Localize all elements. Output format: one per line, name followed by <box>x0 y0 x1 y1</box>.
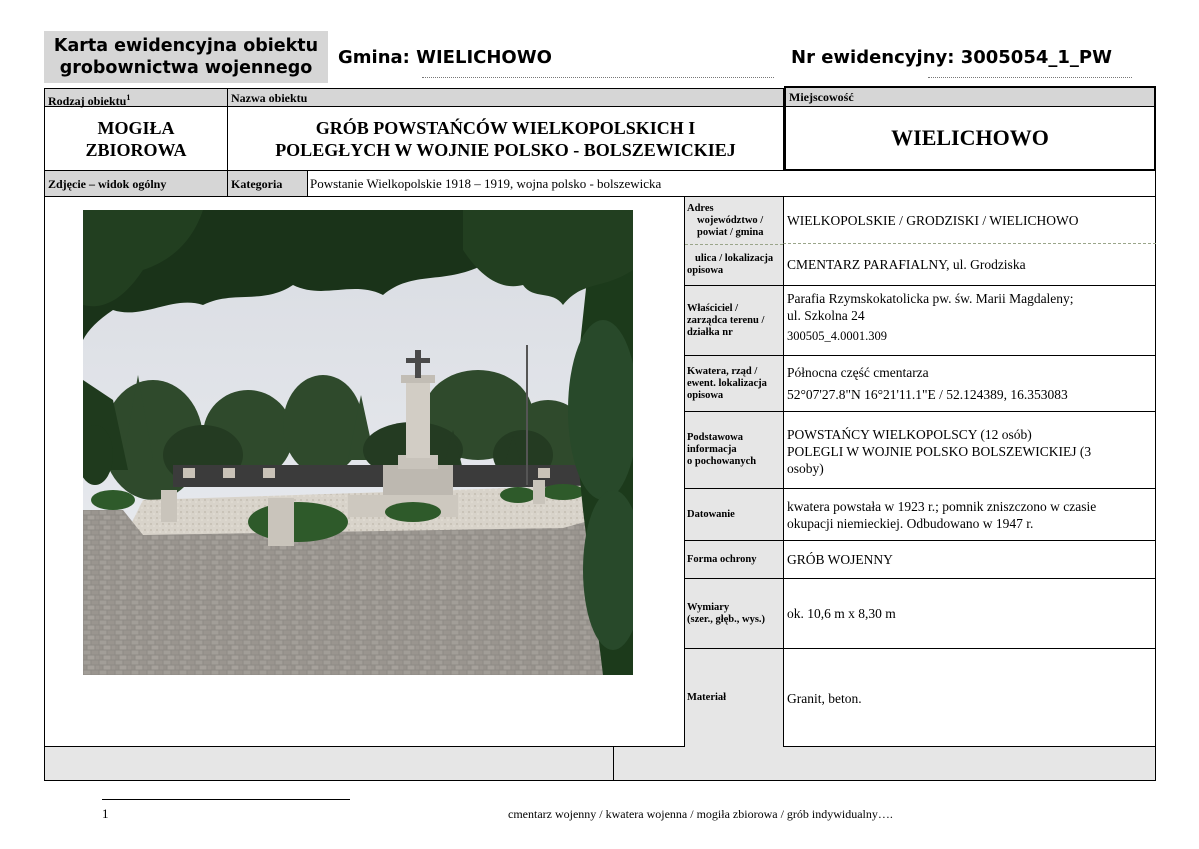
detail-value-datowanie <box>783 489 1156 541</box>
detail-value-pochowani-line1: POWSTAŃCY WIELKOPOLSCY (12 osób) <box>787 427 1032 442</box>
nr-ewidencyjny: Nr ewidencyjny: 3005054_1_PW <box>791 47 1112 68</box>
detail-value-pochowani-line2: POLEGLI W WOJNIE POLSKO BOLSZEWICKIEJ (3 <box>787 444 1092 459</box>
footnote-text: cmentarz wojenny / kwatera wojenna / mogiła zbiorowa / grób indywidualny…. <box>508 807 893 821</box>
detail-label-forma-ochrony <box>685 541 783 579</box>
card-title-line2: grobownictwa wojennego <box>59 58 313 78</box>
detail-label-material-line1: Materiał <box>687 692 727 703</box>
bottom-cell-left <box>44 747 614 781</box>
detail-value-wlasciciel-line1: Parafia Rzymskokatolicka pw. św. Marii Magdaleny; <box>787 291 1074 306</box>
cemetery-photo <box>83 210 633 675</box>
detail-label-pochowani-line3: o pochowanych <box>687 456 757 467</box>
detail-value-forma-ochrony <box>783 541 1156 579</box>
detail-value-ulica <box>783 244 1156 286</box>
detail-value-wymiary-line1: ok. 10,6 m x 8,30 m <box>787 606 896 621</box>
detail-label-material <box>685 649 783 747</box>
kategoria-value: Powstanie Wielkopolskie 1918 – 1919, wojna polsko - bolszewicka <box>310 175 662 191</box>
detail-label-kwatera <box>685 356 783 412</box>
detail-value-adres-line1: WIELKOPOLSKIE / GRODZISKI / WIELICHOWO <box>787 212 1079 228</box>
detail-label-wymiary-line2: (szer., głęb., wys.) <box>687 613 766 625</box>
nazwa-label: Nazwa obiektu <box>231 91 308 105</box>
detail-label-adres-line3: powiat / gmina <box>697 226 764 238</box>
gmina-title: Gmina: WIELICHOWO <box>338 47 552 68</box>
detail-value-wymiary <box>783 579 1156 649</box>
kategoria-label-cell <box>228 171 308 197</box>
detail-label-wlasciciel <box>685 286 783 356</box>
detail-label-kwatera-line3: opisowa <box>687 389 724 401</box>
zdjecie-label: Zdjęcie – widok ogólny <box>48 176 167 191</box>
detail-value-material <box>783 649 1156 747</box>
detail-label-kwatera-line1: Kwatera, rząd / <box>687 365 758 377</box>
detail-label-adres <box>685 197 783 244</box>
detail-value-kwatera-line1: Północna część cmentarza <box>787 365 929 380</box>
detail-label-pochowani-line1: Podstawowa <box>687 432 744 443</box>
detail-label-wymiary <box>685 579 783 649</box>
detail-value-pochowani-line3: osoby) <box>787 461 824 476</box>
detail-label-ulica-line1: ulica / lokalizacja <box>695 253 774 264</box>
detail-label-kwatera-line2: ewent. lokalizacja <box>687 377 767 389</box>
detail-label-wlasciciel-line1: Właściciel / <box>687 302 739 314</box>
detail-label-datowanie <box>685 489 783 541</box>
gmina-dotted-line <box>422 66 774 78</box>
detail-value-wlasciciel-line3: 300505_4.0001.309 <box>787 329 887 343</box>
bottom-cell-right <box>614 747 1156 781</box>
detail-label-adres-line1: Adres <box>687 202 714 214</box>
rodzaj-value-cell <box>44 107 228 171</box>
detail-value-kwatera <box>783 356 1156 412</box>
detail-value-kwatera-line2: 52°07'27.8"N 16°21'11.1"E / 52.124389, 16.353083 <box>787 387 1068 402</box>
miejscowosc-value-cell <box>784 107 1156 171</box>
kategoria-value-cell <box>308 171 1156 197</box>
nazwa-value-line1: GRÓB POWSTAŃCÓW WIELKOPOLSKICH I <box>315 117 696 138</box>
detail-label-pochowani-line2: informacja <box>687 444 737 455</box>
detail-value-ulica-line1: CMENTARZ PARAFIALNY, ul. Grodziska <box>787 257 1026 272</box>
miejscowosc-label: Miejscowość <box>789 90 854 104</box>
detail-label-ulica <box>685 244 783 286</box>
miejscowosc-value: WIELICHOWO <box>891 125 1049 150</box>
card-title-box <box>44 31 328 83</box>
detail-label-forma-ochrony-line1: Forma ochrony <box>687 553 757 565</box>
detail-value-datowanie-line2: okupacji niemieckiej. Odbudowano w 1947 r. <box>787 515 1034 531</box>
detail-value-wlasciciel-line2: ul. Szkolna 24 <box>787 308 865 323</box>
detail-value-pochowani <box>783 412 1156 489</box>
zdjecie-label-cell <box>44 171 228 197</box>
detail-value-datowanie-line1: kwatera powstała w 1923 r.; pomnik zniszczono w czasie <box>787 498 1097 514</box>
detail-label-wlasciciel-line3: działka nr <box>687 326 733 338</box>
detail-label-datowanie-line1: Datowanie <box>687 508 735 520</box>
rodzaj-label-cell <box>44 88 228 107</box>
nazwa-label-cell <box>228 88 784 107</box>
detail-value-adres <box>783 197 1156 244</box>
detail-value-wlasciciel <box>783 286 1156 356</box>
detail-label-wymiary-line1: Wymiary <box>687 601 730 613</box>
detail-value-forma-ochrony-line1: GRÓB WOJENNY <box>787 552 893 567</box>
rodzaj-value-line2: ZBIOROWA <box>85 139 187 160</box>
detail-label-wlasciciel-line2: zarządca terenu / <box>687 314 765 326</box>
nazwa-value-line2: POLEGŁYCH W WOJNIE POLSKO - BOLSZEWICKIEJ <box>275 139 736 160</box>
detail-value-material-line1: Granit, beton. <box>787 690 862 706</box>
kategoria-label: Kategoria <box>231 176 283 191</box>
miejscowosc-label-cell <box>784 86 1156 107</box>
detail-label-ulica-line2: opisowa <box>687 265 724 276</box>
footnote-number: 1 <box>102 806 109 821</box>
footnote-ref: 1 <box>126 93 131 102</box>
detail-label-pochowani <box>685 412 783 489</box>
footnote-separator <box>102 799 350 800</box>
rodzaj-label: Rodzaj obiektu <box>48 94 127 108</box>
rodzaj-value-line1: MOGIŁA <box>97 117 175 138</box>
detail-label-adres-line2: województwo / <box>697 214 764 226</box>
card-title-line1: Karta ewidencyjna obiektu <box>53 36 319 56</box>
nazwa-value-cell <box>228 107 784 171</box>
nr-dotted-line <box>928 66 1132 78</box>
